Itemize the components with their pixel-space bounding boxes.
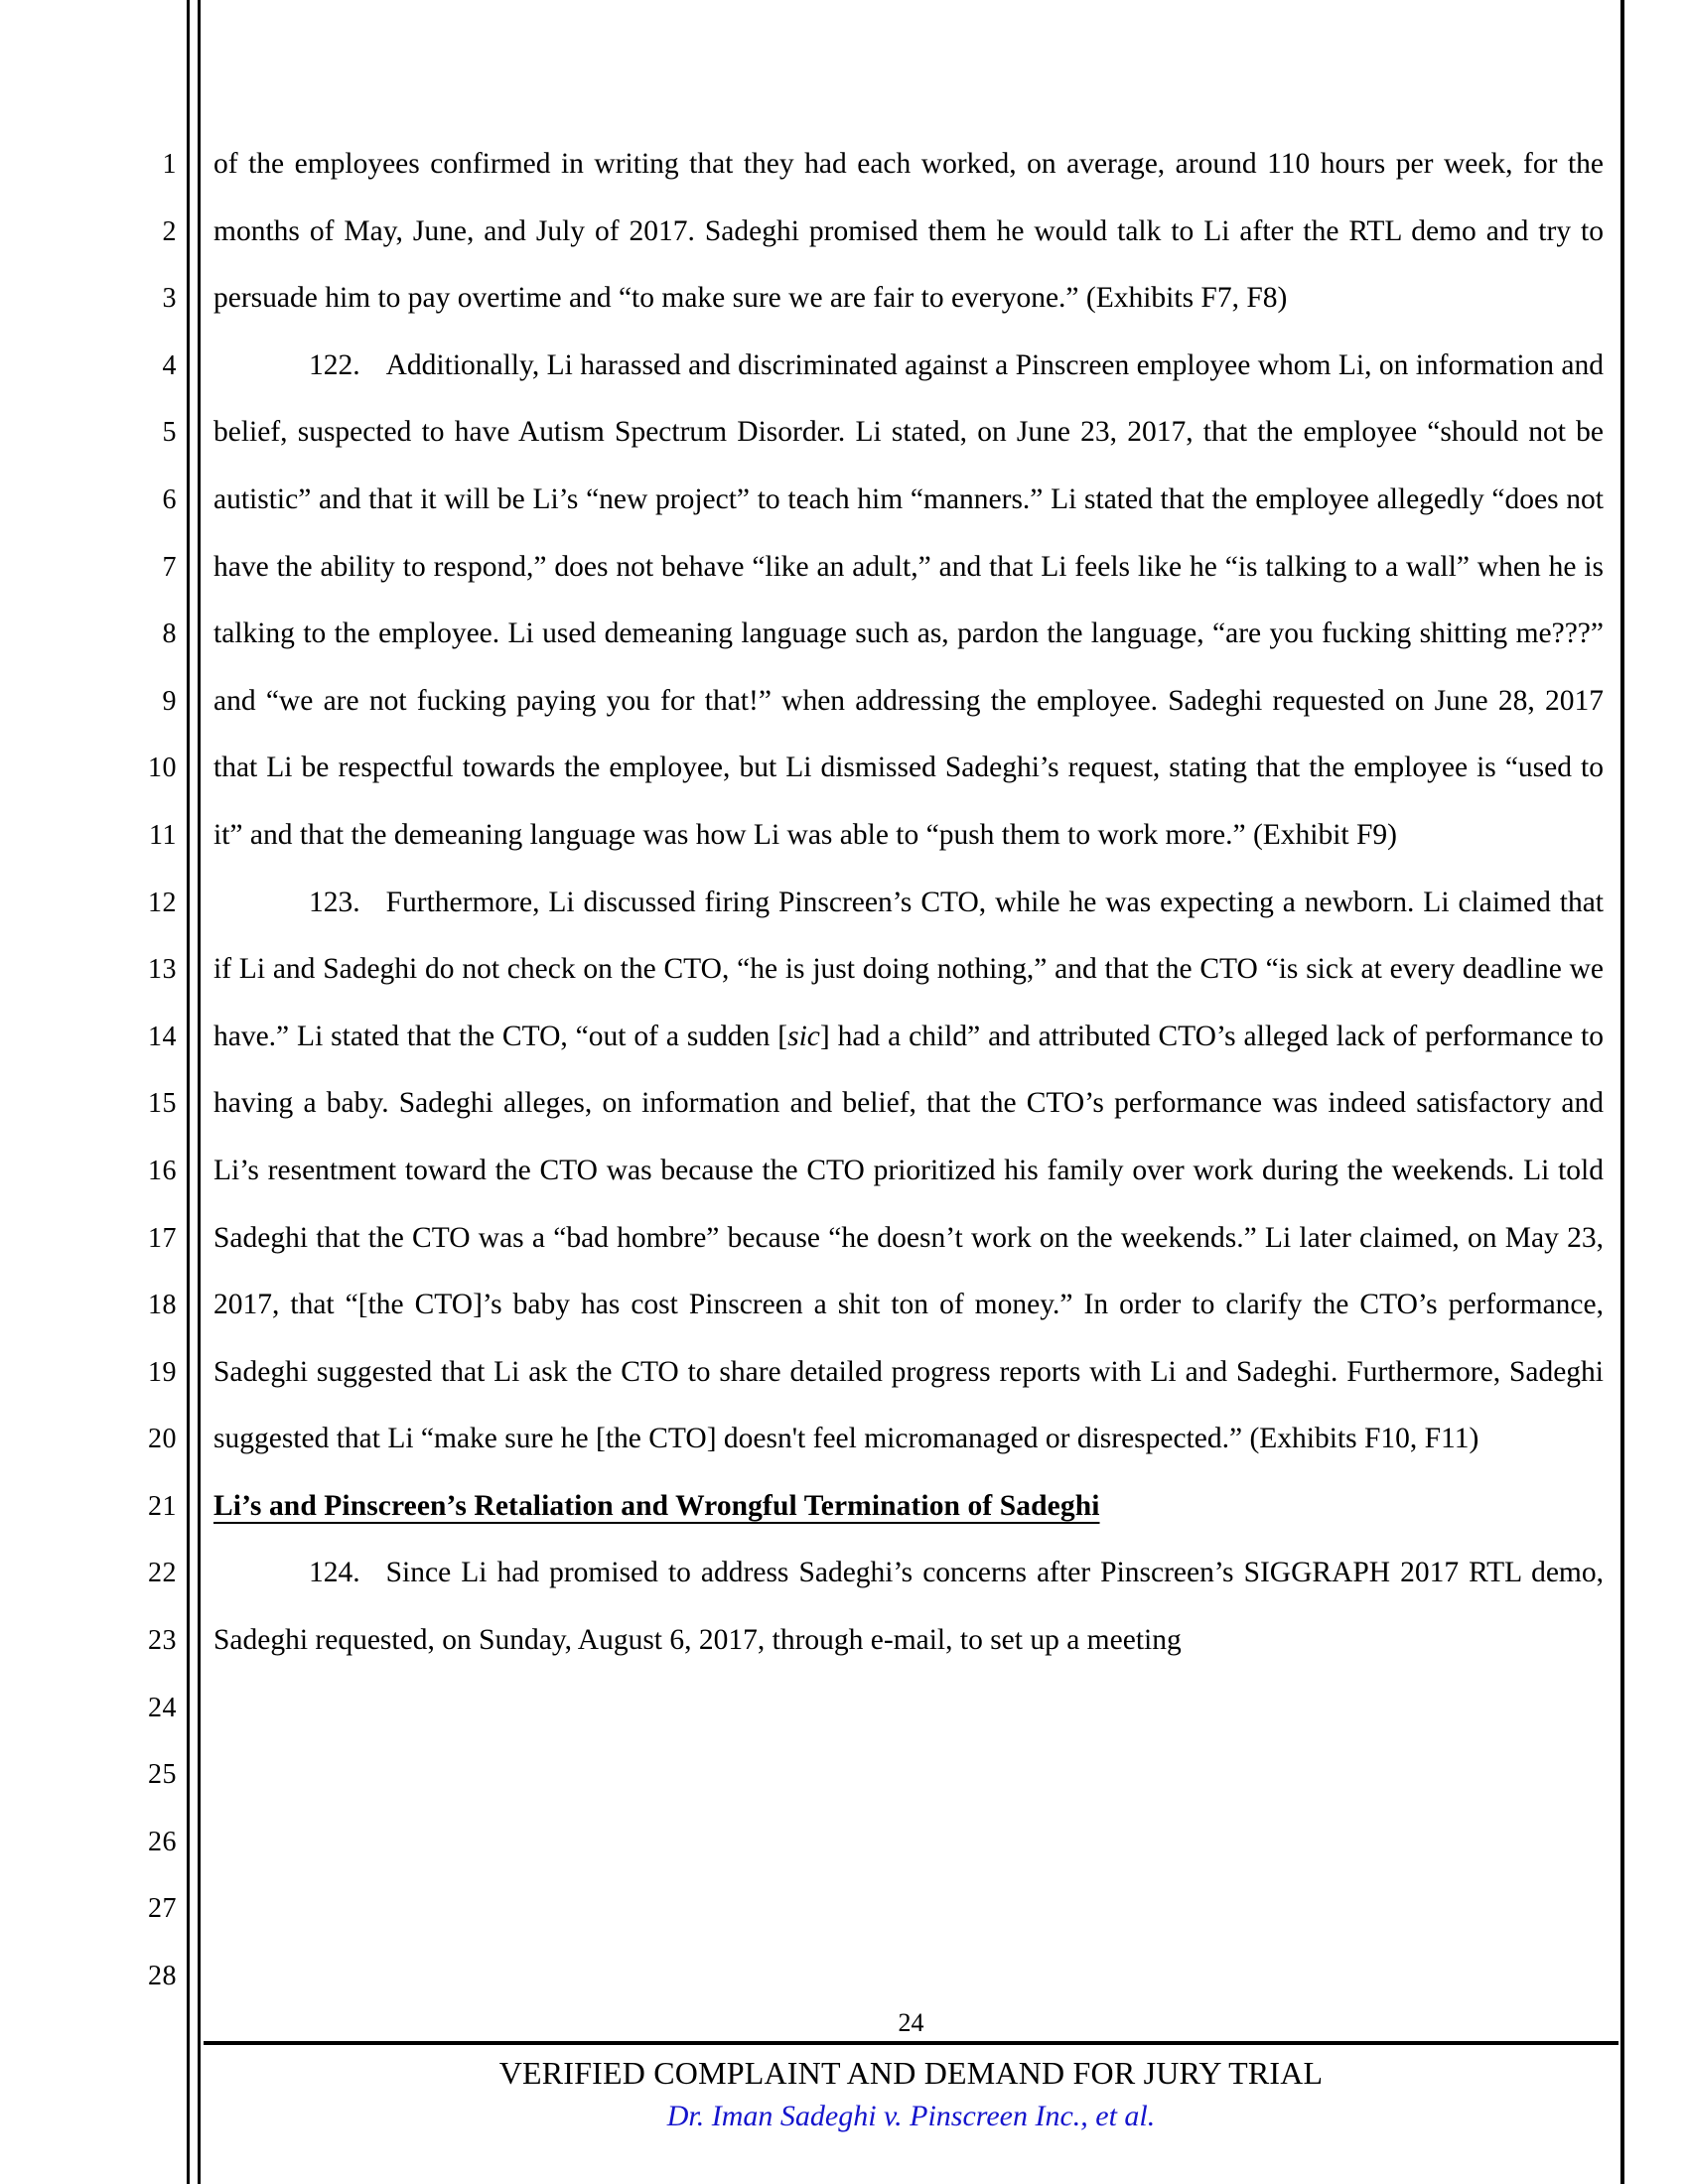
footer-case-caption: Dr. Iman Sadeghi v. Pinscreen Inc., et al.: [666, 2100, 1156, 2132]
paragraph-body: Since Li had promised to address Sadeghi’s concerns after Pinscreen’s SIGGRAPH 2017 RTL demo, Sadeghi requested, on Sunday, August 6, 2017, through e-mail, to set up a meeting: [213, 1557, 1604, 1657]
paragraph-123: [213, 870, 1604, 1473]
footer-divider: [204, 2041, 1618, 2045]
line-number: 12: [148, 887, 177, 918]
paragraph-number: 123.: [309, 886, 360, 918]
line-number: 16: [148, 1155, 177, 1186]
line-number: 18: [148, 1290, 177, 1321]
line-number: 24: [148, 1692, 177, 1723]
line-number: 22: [148, 1558, 177, 1589]
line-number-column: [129, 131, 177, 2010]
line-number: 1: [162, 149, 177, 180]
line-number: 15: [148, 1088, 177, 1120]
paragraph-121-continued: of the employees confirmed in writing that they had each worked, on average, around 110 hours per week, for the months of May, June, and July of 2017. Sadeghi promised them he would talk to Li after the RTL demo and try to persuade him to pay overtime and “to make sure we are fair to everyone.” (Exhibits F7, F8): [213, 148, 1604, 315]
paragraph-number: 122.: [309, 348, 360, 381]
footer-title: VERIFIED COMPLAINT AND DEMAND FOR JURY TRIAL: [498, 2055, 1324, 2091]
line-number: 4: [162, 349, 177, 381]
sic-annotation: sic: [787, 1020, 820, 1052]
line-number: 7: [162, 551, 177, 583]
pleading-rule-left-inner: [198, 0, 201, 2184]
pleading-rule-left-outer: [187, 0, 190, 2184]
line-number: 9: [162, 685, 177, 717]
line-number: 11: [149, 819, 177, 851]
line-number: 14: [148, 1021, 177, 1052]
page-footer: [204, 2008, 1618, 2138]
line-number: 5: [162, 417, 177, 449]
line-number: 26: [148, 1826, 177, 1857]
line-number: 17: [148, 1222, 177, 1254]
paragraph-body-before-sic: Furthermore, Li discussed firing Pinscreen’s CTO, while he was expecting a newborn. Li claimed that if Li and Sadeghi do not check on the CTO, “he is just doing nothing,” and that the CTO “is sick at every deadline we have.” Li stated that the CTO, “out of a sudden [: [213, 886, 1604, 1052]
line-number: 19: [148, 1356, 177, 1388]
line-number: 8: [162, 618, 177, 650]
paragraph-number: 124.: [309, 1557, 360, 1589]
line-number: 25: [148, 1759, 177, 1791]
section-heading: Li’s and Pinscreen’s Retaliation and Wrongful Termination of Sadeghi: [213, 1489, 1100, 1522]
paragraph-124: [213, 1540, 1604, 1674]
line-number: 20: [148, 1424, 177, 1455]
line-number: 21: [148, 1490, 177, 1522]
line-number: 27: [148, 1893, 177, 1925]
line-number: 6: [162, 483, 177, 515]
document-body: [213, 131, 1604, 1675]
paragraph-body-after-sic: ] had a child” and attributed CTO’s alleged lack of performance to having a baby. Sadeghi alleges, on information and belief, that the CTO’s performance was indeed satisfactory and Li’s resentment toward the CTO was because the CTO prioritized his family over work during the weekends. Li told Sadeghi that the CTO was a “bad hombre” because “he doesn’t work on the weekends.” Li later claimed, on May 23, 2017, that “[the CTO]’s baby has cost Pinscreen a shit ton of money.” In order to clarify the CTO’s performance, Sadeghi suggested that Li ask the CTO to share detailed progress reports with Li and Sadeghi. Furthermore, Sadeghi suggested that Li “make sure he [the CTO] doesn't feel micromanaged or disrespected.” (Exhibits F10, F11): [213, 1020, 1604, 1455]
pleading-rule-right: [1620, 0, 1624, 2184]
line-number: 13: [148, 954, 177, 986]
line-number: 2: [162, 215, 177, 247]
line-number: 23: [148, 1625, 177, 1657]
line-number: 28: [148, 1961, 177, 1992]
line-number: 3: [162, 283, 177, 315]
paragraph-body: Additionally, Li harassed and discriminated against a Pinscreen employee whom Li, on information and belief, suspected to have Autism Spectrum Disorder. Li stated, on June 23, 2017, that the employee “should not be autistic” and that it will be Li’s “new project” to teach him “manners.” Li stated that the employee allegedly “does not have the ability to respond,” does not behave “like an adult,” and that Li feels like he “is talking to a wall” when he is talking to the employee. Li used demeaning language such as, pardon the language, “are you fucking shitting me???” and “we are not fucking paying you for that!” when addressing the employee. Sadeghi requested on June 28, 2017 that Li be respectful towards the employee, but Li dismissed Sadeghi’s request, stating that the employee is “used to it” and that the demeaning language was how Li was able to “push them to work more.” (Exhibit F9): [213, 348, 1604, 851]
page-number: 24: [898, 2008, 924, 2037]
paragraph-122: [213, 333, 1604, 870]
line-number: 10: [148, 752, 177, 784]
